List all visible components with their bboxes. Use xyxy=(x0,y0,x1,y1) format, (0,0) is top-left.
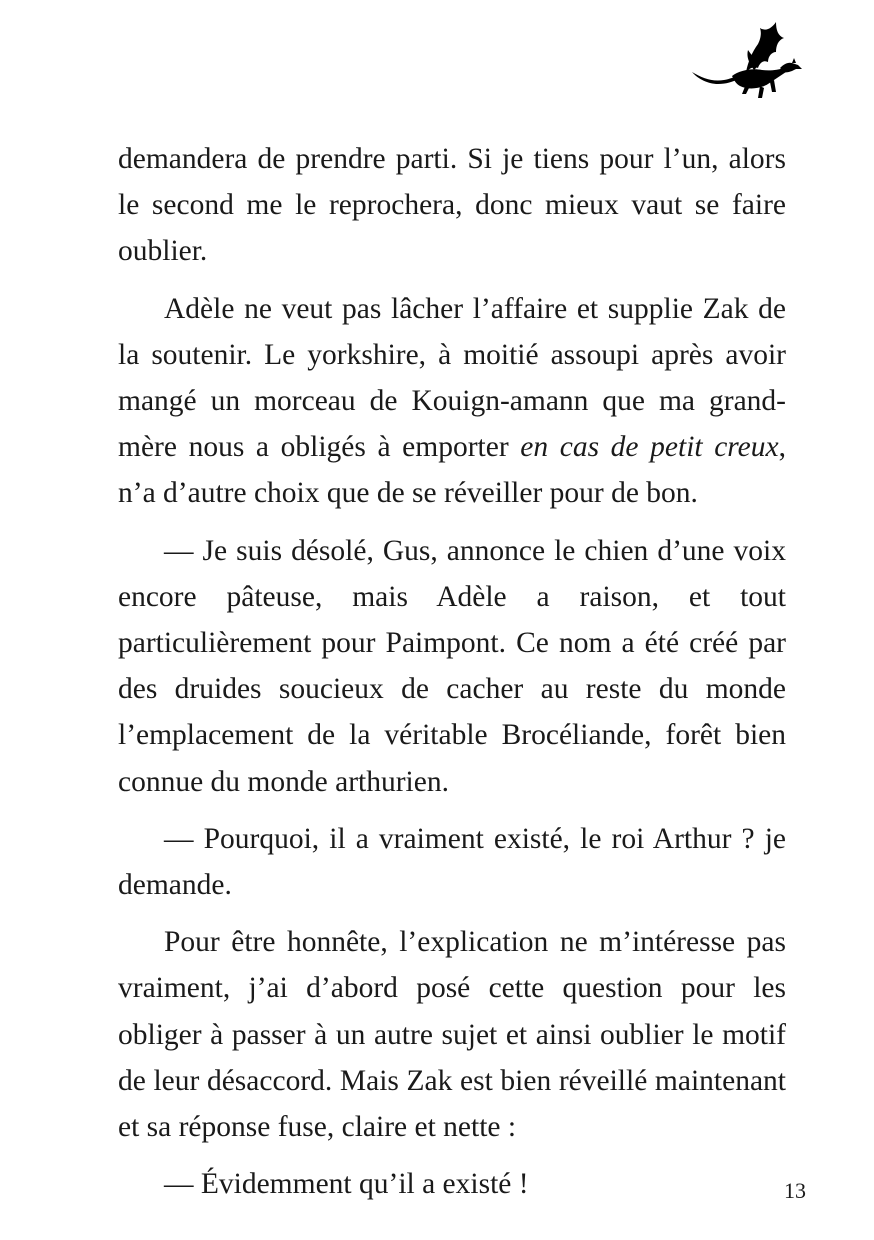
page-number: 13 xyxy=(784,1178,806,1203)
paragraph xyxy=(118,286,786,517)
italic-phrase: en cas de petit creux xyxy=(520,431,779,464)
paragraph-text: Adèle ne veut pas lâcher l’affaire et supplie Zak de la soutenir. Le yorkshire, à moitié assoupi après avoir mangé un morceau de Kouign-amann que ma grand-mère nous a obligés à emporter xyxy=(118,292,786,464)
paragraph-text: , n’a d’autre choix que de se réveiller pour de bon. xyxy=(118,431,786,510)
paragraph: — Évidemment qu’il a existé ! xyxy=(164,1168,529,1201)
dragon-icon xyxy=(688,18,806,102)
paragraph: — Pourquoi, il a vraiment existé, le roi Arthur ? je demande. xyxy=(118,822,786,902)
paragraph: — Je suis désolé, Gus, annonce le chien d’une voix encore pâteuse, mais Adèle a raison, et tout particulièrement pour Paimpont. Ce nom a été créé par des druides soucieux de cacher au reste du monde l’emplacement de la véritable Brocéliande, forêt bien connue du monde arthurien. xyxy=(118,534,786,798)
body-text xyxy=(118,136,786,1218)
paragraph: demandera de prendre parti. Si je tiens pour l’un, alors le second me le reprochera, donc mieux vaut se faire oublier. xyxy=(118,143,786,268)
paragraph: Pour être honnête, l’explication ne m’intéresse pas vraiment, j’ai d’abord posé cette question pour les obliger à passer à un autre sujet et ainsi oublier le motif de leur désaccord. Mais Zak est bien réveillé maintenant et sa réponse fuse, claire et nette : xyxy=(118,926,786,1144)
